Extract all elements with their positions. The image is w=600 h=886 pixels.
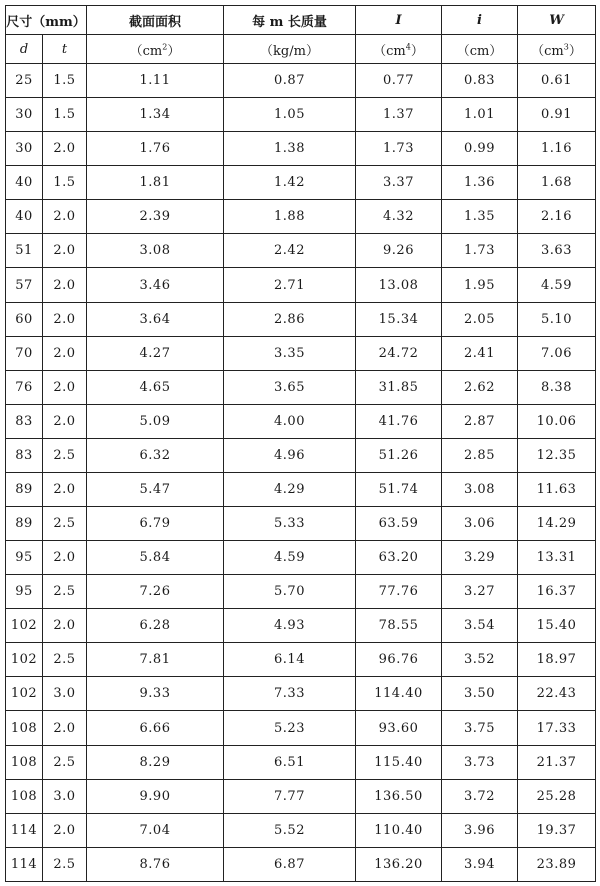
cell-d: 40 — [6, 166, 43, 200]
cell-I: 110.40 — [356, 813, 442, 847]
cell-t: 3.0 — [43, 677, 87, 711]
cell-t: 2.0 — [43, 200, 87, 234]
cell-I: 13.08 — [356, 268, 442, 302]
cell-W: 13.31 — [518, 541, 596, 575]
cell-d: 40 — [6, 200, 43, 234]
cell-I: 1.73 — [356, 132, 442, 166]
header-I-unit — [356, 35, 442, 64]
area-unit-sup: 2 — [162, 42, 168, 52]
cell-d: 95 — [6, 575, 43, 609]
I-unit-sup: 4 — [405, 42, 411, 52]
cell-i: 1.01 — [442, 98, 518, 132]
cell-d: 102 — [6, 609, 43, 643]
cell-t: 2.0 — [43, 336, 87, 370]
cell-W: 11.63 — [518, 472, 596, 506]
table-row — [6, 438, 596, 472]
cell-W: 12.35 — [518, 438, 596, 472]
cell-t: 2.0 — [43, 404, 87, 438]
cell-area: 5.09 — [87, 404, 224, 438]
cell-area: 7.81 — [87, 643, 224, 677]
table-row — [6, 268, 596, 302]
cell-mass: 6.14 — [224, 643, 356, 677]
cell-area: 8.29 — [87, 745, 224, 779]
cell-mass: 4.29 — [224, 472, 356, 506]
cell-i: 1.35 — [442, 200, 518, 234]
cell-i: 3.54 — [442, 609, 518, 643]
cell-t: 2.0 — [43, 472, 87, 506]
table-body — [6, 64, 596, 882]
cell-t: 1.5 — [43, 166, 87, 200]
cell-d: 108 — [6, 745, 43, 779]
table-row — [6, 404, 596, 438]
cell-d: 89 — [6, 472, 43, 506]
cell-area: 7.04 — [87, 813, 224, 847]
cell-I: 3.37 — [356, 166, 442, 200]
table-row — [6, 336, 596, 370]
cell-area: 1.76 — [87, 132, 224, 166]
cell-W: 16.37 — [518, 575, 596, 609]
cell-area: 1.11 — [87, 64, 224, 98]
cell-i: 3.50 — [442, 677, 518, 711]
steel-pipe-section-table — [5, 5, 596, 882]
header-area: 截面面积 — [87, 6, 224, 35]
cell-W: 10.06 — [518, 404, 596, 438]
cell-t: 2.0 — [43, 132, 87, 166]
cell-i: 3.94 — [442, 847, 518, 881]
table-row — [6, 609, 596, 643]
cell-W: 0.91 — [518, 98, 596, 132]
cell-t: 2.0 — [43, 711, 87, 745]
cell-i: 2.85 — [442, 438, 518, 472]
cell-area: 6.32 — [87, 438, 224, 472]
cell-I: 4.32 — [356, 200, 442, 234]
cell-d: 102 — [6, 643, 43, 677]
cell-area: 6.79 — [87, 507, 224, 541]
cell-area: 3.46 — [87, 268, 224, 302]
table-row — [6, 200, 596, 234]
table-row — [6, 745, 596, 779]
cell-i: 3.96 — [442, 813, 518, 847]
cell-t: 3.0 — [43, 779, 87, 813]
cell-I: 41.76 — [356, 404, 442, 438]
cell-mass: 5.52 — [224, 813, 356, 847]
cell-i: 3.72 — [442, 779, 518, 813]
I-unit-pre: （cm — [373, 43, 406, 59]
area-unit-pre: （cm — [129, 43, 163, 59]
cell-i: 3.06 — [442, 507, 518, 541]
W-unit-sup: 3 — [563, 42, 569, 52]
table-row — [6, 813, 596, 847]
cell-t: 2.5 — [43, 438, 87, 472]
header-W-unit — [518, 35, 596, 64]
cell-t: 2.0 — [43, 302, 87, 336]
cell-I: 1.37 — [356, 98, 442, 132]
cell-d: 25 — [6, 64, 43, 98]
cell-area: 1.34 — [87, 98, 224, 132]
cell-i: 2.05 — [442, 302, 518, 336]
cell-t: 2.0 — [43, 541, 87, 575]
table-row — [6, 677, 596, 711]
header-size: 尺寸（mm） — [6, 6, 87, 35]
cell-I: 93.60 — [356, 711, 442, 745]
cell-mass: 3.35 — [224, 336, 356, 370]
cell-t: 2.5 — [43, 643, 87, 677]
cell-mass: 2.71 — [224, 268, 356, 302]
table-row — [6, 541, 596, 575]
header-row-units — [6, 35, 596, 64]
cell-d: 30 — [6, 132, 43, 166]
cell-area: 1.81 — [87, 166, 224, 200]
table-row — [6, 643, 596, 677]
cell-area: 2.39 — [87, 200, 224, 234]
cell-area: 6.28 — [87, 609, 224, 643]
cell-I: 31.85 — [356, 370, 442, 404]
cell-mass: 2.42 — [224, 234, 356, 268]
cell-I: 0.77 — [356, 64, 442, 98]
cell-d: 114 — [6, 813, 43, 847]
table-row — [6, 132, 596, 166]
cell-d: 83 — [6, 404, 43, 438]
cell-I: 78.55 — [356, 609, 442, 643]
cell-mass: 4.93 — [224, 609, 356, 643]
cell-W: 0.61 — [518, 64, 596, 98]
cell-d: 95 — [6, 541, 43, 575]
cell-mass: 1.05 — [224, 98, 356, 132]
cell-t: 2.0 — [43, 813, 87, 847]
cell-i: 3.29 — [442, 541, 518, 575]
cell-d: 70 — [6, 336, 43, 370]
cell-area: 8.76 — [87, 847, 224, 881]
cell-i: 3.52 — [442, 643, 518, 677]
cell-i: 3.75 — [442, 711, 518, 745]
W-unit-pre: （cm — [531, 43, 564, 59]
header-i-unit: （cm） — [442, 35, 518, 64]
cell-i: 3.73 — [442, 745, 518, 779]
table-row — [6, 847, 596, 881]
cell-t: 1.5 — [43, 98, 87, 132]
header-thickness: t — [43, 35, 87, 64]
cell-I: 63.20 — [356, 541, 442, 575]
cell-mass: 4.59 — [224, 541, 356, 575]
cell-mass: 4.00 — [224, 404, 356, 438]
cell-d: 89 — [6, 507, 43, 541]
cell-area: 4.27 — [87, 336, 224, 370]
cell-I: 114.40 — [356, 677, 442, 711]
header-moment-of-inertia: I — [356, 6, 442, 35]
area-unit-post: ） — [167, 43, 181, 59]
cell-mass: 5.23 — [224, 711, 356, 745]
cell-i: 1.36 — [442, 166, 518, 200]
cell-i: 2.87 — [442, 404, 518, 438]
cell-W: 1.16 — [518, 132, 596, 166]
table-row — [6, 64, 596, 98]
header-mass-unit: （kg/m） — [224, 35, 356, 64]
cell-i: 1.73 — [442, 234, 518, 268]
cell-W: 21.37 — [518, 745, 596, 779]
cell-I: 96.76 — [356, 643, 442, 677]
cell-i: 3.27 — [442, 575, 518, 609]
cell-mass: 6.51 — [224, 745, 356, 779]
cell-mass: 1.38 — [224, 132, 356, 166]
cell-area: 9.90 — [87, 779, 224, 813]
cell-W: 25.28 — [518, 779, 596, 813]
cell-mass: 3.65 — [224, 370, 356, 404]
cell-d: 102 — [6, 677, 43, 711]
cell-W: 17.33 — [518, 711, 596, 745]
cell-d: 108 — [6, 711, 43, 745]
cell-mass: 0.87 — [224, 64, 356, 98]
cell-i: 3.08 — [442, 472, 518, 506]
I-unit-post: ） — [410, 43, 424, 59]
cell-t: 2.0 — [43, 268, 87, 302]
cell-i: 2.41 — [442, 336, 518, 370]
cell-W: 8.38 — [518, 370, 596, 404]
cell-I: 136.50 — [356, 779, 442, 813]
header-mass: 每 m 长质量 — [224, 6, 356, 35]
cell-W: 2.16 — [518, 200, 596, 234]
cell-area: 3.64 — [87, 302, 224, 336]
cell-mass: 4.96 — [224, 438, 356, 472]
table-row — [6, 507, 596, 541]
header-diameter: d — [6, 35, 43, 64]
cell-mass: 1.42 — [224, 166, 356, 200]
cell-I: 9.26 — [356, 234, 442, 268]
cell-t: 1.5 — [43, 64, 87, 98]
cell-W: 22.43 — [518, 677, 596, 711]
cell-I: 63.59 — [356, 507, 442, 541]
cell-mass: 5.33 — [224, 507, 356, 541]
cell-mass: 6.87 — [224, 847, 356, 881]
cell-area: 5.84 — [87, 541, 224, 575]
cell-i: 1.95 — [442, 268, 518, 302]
cell-I: 51.74 — [356, 472, 442, 506]
cell-mass: 2.86 — [224, 302, 356, 336]
table-row — [6, 166, 596, 200]
cell-W: 1.68 — [518, 166, 596, 200]
cell-mass: 5.70 — [224, 575, 356, 609]
cell-t: 2.0 — [43, 609, 87, 643]
cell-I: 136.20 — [356, 847, 442, 881]
table-row — [6, 575, 596, 609]
W-unit-post: ） — [568, 43, 582, 59]
table-header — [6, 6, 596, 64]
cell-mass: 1.88 — [224, 200, 356, 234]
cell-area: 3.08 — [87, 234, 224, 268]
cell-d: 30 — [6, 98, 43, 132]
cell-W: 18.97 — [518, 643, 596, 677]
cell-mass: 7.77 — [224, 779, 356, 813]
cell-t: 2.5 — [43, 507, 87, 541]
cell-W: 5.10 — [518, 302, 596, 336]
cell-W: 15.40 — [518, 609, 596, 643]
cell-t: 2.5 — [43, 575, 87, 609]
cell-mass: 7.33 — [224, 677, 356, 711]
cell-d: 51 — [6, 234, 43, 268]
cell-W: 3.63 — [518, 234, 596, 268]
table-row — [6, 711, 596, 745]
cell-d: 76 — [6, 370, 43, 404]
table-row — [6, 779, 596, 813]
cell-W: 19.37 — [518, 813, 596, 847]
cell-area: 9.33 — [87, 677, 224, 711]
header-row-labels — [6, 6, 596, 35]
cell-i: 0.83 — [442, 64, 518, 98]
cell-W: 7.06 — [518, 336, 596, 370]
table-row — [6, 234, 596, 268]
cell-I: 51.26 — [356, 438, 442, 472]
cell-d: 57 — [6, 268, 43, 302]
cell-t: 2.5 — [43, 847, 87, 881]
cell-i: 0.99 — [442, 132, 518, 166]
table-row — [6, 472, 596, 506]
cell-area: 6.66 — [87, 711, 224, 745]
header-area-unit — [87, 35, 224, 64]
cell-area: 5.47 — [87, 472, 224, 506]
cell-area: 7.26 — [87, 575, 224, 609]
cell-d: 83 — [6, 438, 43, 472]
cell-I: 24.72 — [356, 336, 442, 370]
cell-I: 15.34 — [356, 302, 442, 336]
cell-i: 2.62 — [442, 370, 518, 404]
cell-area: 4.65 — [87, 370, 224, 404]
header-section-modulus: W — [518, 6, 596, 35]
cell-W: 14.29 — [518, 507, 596, 541]
cell-I: 77.76 — [356, 575, 442, 609]
cell-d: 60 — [6, 302, 43, 336]
cell-W: 4.59 — [518, 268, 596, 302]
header-radius-of-gyration: i — [442, 6, 518, 35]
table-row — [6, 302, 596, 336]
cell-t: 2.0 — [43, 370, 87, 404]
cell-t: 2.0 — [43, 234, 87, 268]
cell-W: 23.89 — [518, 847, 596, 881]
cell-d: 114 — [6, 847, 43, 881]
cell-I: 115.40 — [356, 745, 442, 779]
table-row — [6, 98, 596, 132]
table-row — [6, 370, 596, 404]
cell-t: 2.5 — [43, 745, 87, 779]
cell-d: 108 — [6, 779, 43, 813]
